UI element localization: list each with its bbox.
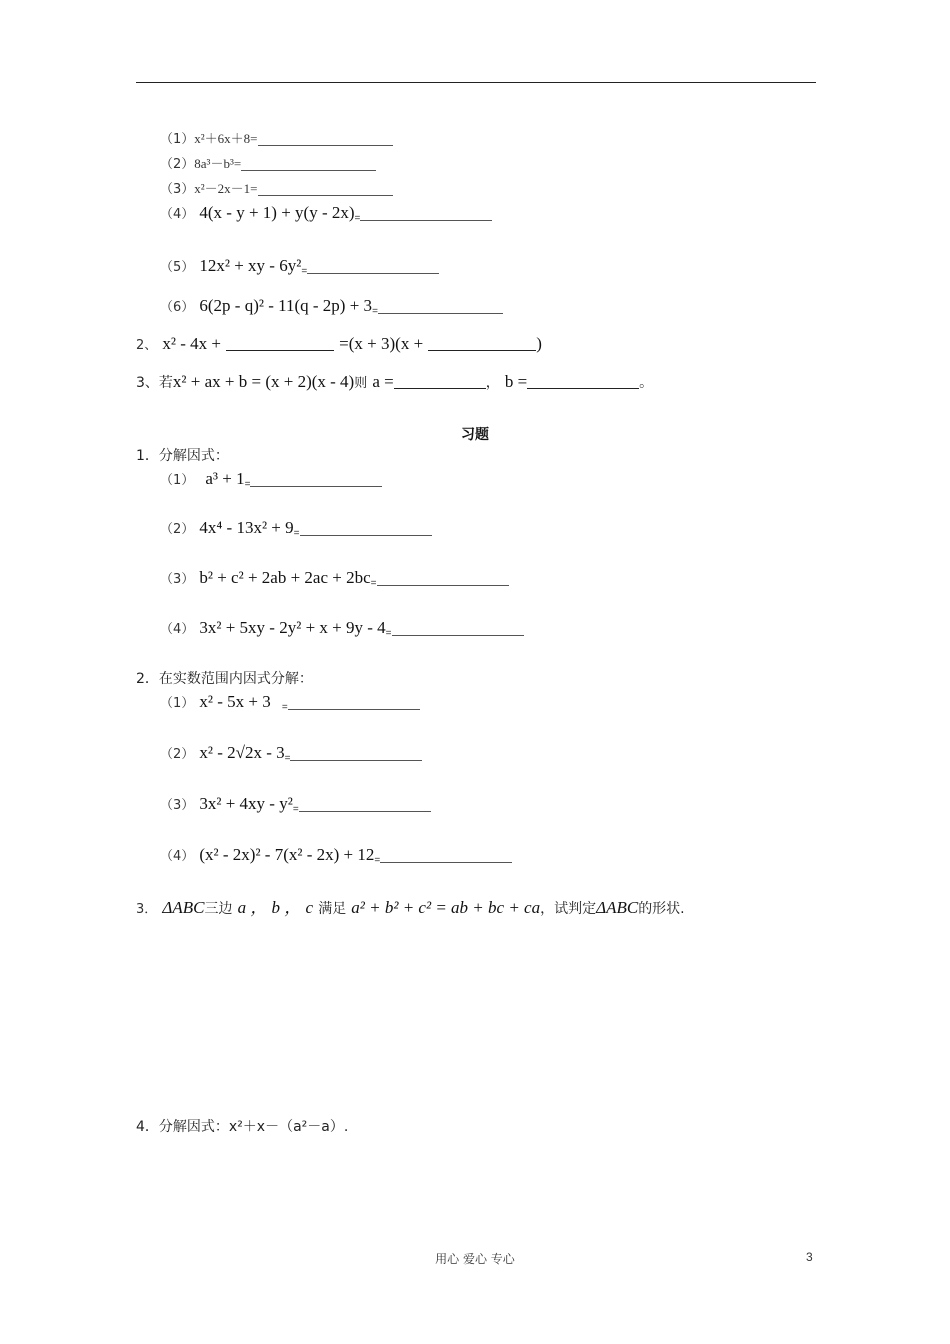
item-label: （3） [160, 572, 195, 587]
question-left-expression: x² - 4x + [162, 334, 221, 353]
answer-blank[interactable] [299, 797, 431, 812]
answer-blank-b[interactable] [527, 372, 639, 389]
equals-sign: = [385, 628, 392, 639]
exercise-2-item-4 [160, 845, 512, 866]
equals-sign: = [244, 479, 251, 490]
side-variables: a ， b ， c [237, 898, 314, 917]
top-item-1 [160, 128, 393, 147]
top-item-6 [160, 296, 503, 317]
exercise-2-item-2 [160, 743, 422, 764]
question-mid-expression: =(x + 3)(x + [339, 334, 424, 353]
item-expression: 6(2p - q)² - 11(q - 2p) + 3 [199, 296, 373, 315]
question-number: 2、 [136, 338, 158, 353]
item-label: （6） [160, 300, 195, 315]
item-label: （1） [160, 473, 195, 488]
equals-sign: = [293, 528, 300, 539]
answer-blank[interactable] [290, 746, 422, 761]
answer-blank[interactable] [307, 259, 439, 274]
item-label: （5） [160, 260, 195, 275]
answer-blank[interactable] [241, 156, 376, 171]
exercise-4: 4．分解因式：x²＋x－（a²－a）. [136, 1119, 349, 1135]
answer-blank[interactable] [428, 334, 536, 351]
answer-blank[interactable] [378, 299, 503, 314]
b-label: b = [504, 372, 528, 391]
top-item-2 [160, 153, 376, 172]
item-label: （3） [160, 798, 195, 813]
top-item-5 [160, 256, 439, 277]
exercise-1-item-4 [160, 618, 524, 639]
separator: ， [485, 375, 500, 391]
item-expression: 3x² + 5xy - 2y² + x + 9y - 4 [199, 618, 386, 637]
text-satisfy: 满足 [318, 901, 347, 917]
exercise-2-item-1 [160, 692, 420, 713]
question-number: 3、若 [136, 375, 173, 391]
item-expression: x²＋6x＋8= [194, 131, 258, 146]
answer-blank[interactable] [392, 621, 524, 636]
exercise-2-title: 2．在实数范围内因式分解： [136, 671, 313, 687]
item-expression: 8a³－b³= [194, 156, 242, 171]
item-expression: (x² - 2x)² - 7(x² - 2x) + 12 [199, 845, 375, 864]
item-expression: x² - 2√2x - 3 [199, 743, 285, 762]
equals-sign: = [281, 702, 288, 713]
exercise-1-title: 1．分解因式： [136, 448, 229, 464]
triangle-label: ΔABC [162, 898, 205, 917]
footer-text: 用心 爱心 专心 [435, 1252, 515, 1266]
header-rule [136, 82, 816, 83]
item-expression: 12x² + xy - 6y² [199, 256, 302, 275]
text-sides: 三边 [204, 901, 233, 917]
equals-sign: = [292, 804, 299, 815]
item-expression: 4(x - y + 1) + y(y - 2x) [199, 203, 355, 222]
top-item-3 [160, 178, 393, 197]
top-item-4 [160, 203, 492, 224]
item-label: （3） [160, 182, 195, 197]
answer-blank[interactable] [360, 206, 492, 221]
question-3 [136, 372, 653, 392]
item-expression: 3x² + 4xy - y² [199, 794, 293, 813]
question-number: 3． [136, 902, 158, 917]
equals-sign: = [374, 855, 381, 866]
item-expression: b² + c² + 2ab + 2ac + 2bc [199, 568, 371, 587]
item-expression: x² - 5x + 3 [199, 692, 271, 711]
equals-sign: = [372, 306, 378, 317]
answer-blank-a[interactable] [394, 372, 486, 389]
question-2 [136, 334, 542, 354]
equals-sign: = [354, 213, 361, 224]
item-label: （2） [160, 747, 195, 762]
item-label: （4） [160, 622, 195, 637]
answer-blank[interactable] [300, 521, 432, 536]
answer-blank[interactable] [226, 334, 334, 351]
item-label: （2） [160, 522, 195, 537]
exercise-1-item-2 [160, 518, 432, 539]
item-label: （4） [160, 207, 195, 222]
exercise-1-item-1 [160, 469, 382, 490]
answer-blank[interactable] [258, 181, 393, 196]
triangle-label-2: ΔABC [596, 898, 639, 917]
answer-blank[interactable] [288, 695, 420, 710]
answer-blank[interactable] [377, 571, 509, 586]
answer-blank[interactable] [258, 131, 393, 146]
item-label: （1） [160, 132, 195, 147]
item-label: （4） [160, 849, 195, 864]
closing-paren: ) [536, 334, 542, 353]
equals-sign: = [284, 753, 291, 764]
item-expression: a³ + 1 [205, 469, 245, 488]
equals-sign: = [301, 266, 308, 277]
exercise-3 [136, 893, 685, 918]
text-determine: ，试判定 [540, 901, 597, 917]
question-expression: x² + ax + b = (x + 2)(x - 4) [172, 372, 355, 391]
exercise-2-item-3 [160, 794, 431, 815]
item-expression: 4x⁴ - 13x² + 9 [199, 518, 294, 537]
condition-expression: a² + b² + c² = ab + bc + ca [351, 898, 541, 917]
item-label: （2） [160, 157, 195, 172]
item-expression: x²－2x－1= [194, 181, 258, 196]
a-label: a = [372, 372, 394, 391]
section-title: 习题 [461, 427, 489, 443]
text-shape: 的形状. [638, 901, 685, 917]
exercise-1-item-3 [160, 568, 509, 589]
end-mark: 。 [639, 375, 654, 391]
answer-blank[interactable] [380, 848, 512, 863]
page-number: 3 [806, 1250, 813, 1264]
then-text: 则 [354, 376, 368, 391]
answer-blank[interactable] [250, 472, 382, 487]
item-label: （1） [160, 696, 195, 711]
equals-sign: = [370, 578, 377, 589]
